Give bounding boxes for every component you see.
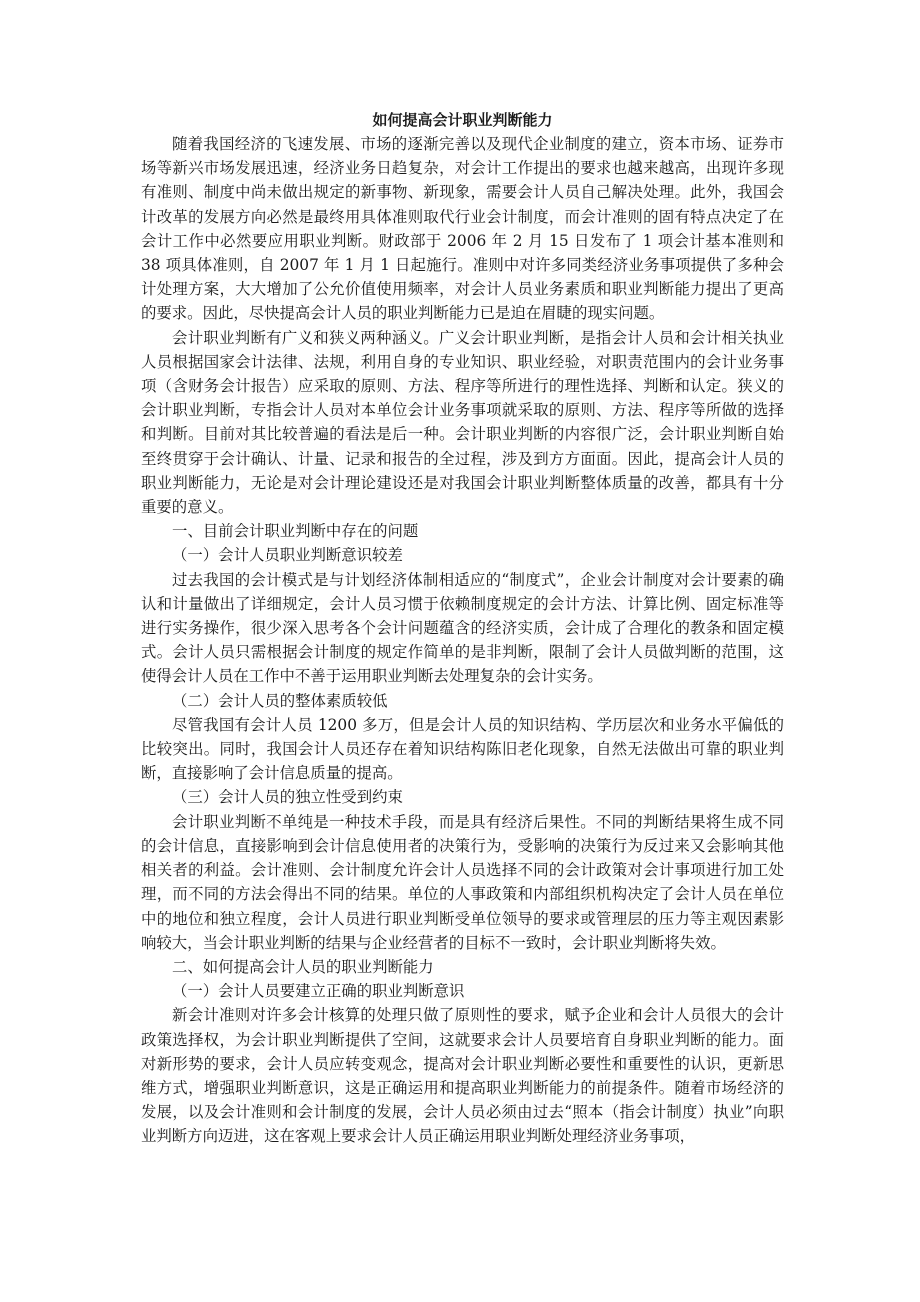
paragraph-definition: 会计职业判断有广义和狭义两种涵义。广义会计职业判断，是指会计人员和会计相关执业人员根据国家会计法律、法规，利用自身的专业知识、职业经验，对职责范围内的会计业务事项（含财务会计报告）应采取的原则、方法、程序等所进行的理性选择、判断和认定。狭义的会计职业判断，专指会计人员对本单位会计业务事项就采取的原则、方法、程序等所做的选择和判断。目前对其比较普遍的看法是后一种。会计职业判断的内容很广泛，会计职业判断自始至终贯穿于会计确认、计量、记录和报告的全过程，涉及到方方面面。因此，提高会计人员的职业判断能力，无论是对会计理论建设还是对我国会计职业判断整体质量的改善，都具有十分重要的意义。 (141, 328, 784, 517)
section-heading-2: 二、如何提高会计人员的职业判断能力 (172, 957, 434, 976)
document-title: 如何提高会计职业判断能力 (372, 111, 553, 129)
paragraph-2-1: 新会计准则对许多会计核算的处理只做了原则性的要求，赋予企业和会计人员很大的会计政策选择权，为会计职业判断提供了空间，这就要求会计人员要培育自身职业判断的能力。面对新形势的要求，会计人员应转变观念，提高对会计职业判断必要性和重要性的认识，更新思维方式，增强职业判断意识，这是正确运用和提高职业判断能力的前提条件。随着市场经济的发展，以及会计准则和会计制度的发展，会计人员必须由过去“照本（指会计制度）执业”向职业判断方向迈进，这在客观上要求会计人员正确运用职业判断处理经济业务事项， (141, 1006, 784, 1146)
paragraph-1-1: 过去我国的会计模式是与计划经济体制相适应的“制度式”，企业会计制度对会计要素的确认和计量做出了详细规定，会计人员习惯于依赖制度规定的会计方法、计算比例、固定标准等进行实务操作，很少深入思考各个会计问题蕴含的经济实质，会计成了合理化的教条和固定模式。会计人员只需根据会计制度的规定作简单的是非判断，限制了会计人员做判断的范围，这使得会计人员在工作中不善于运用职业判断去处理复杂的会计实务。 (141, 570, 784, 686)
subsection-heading-1-1: （一）会计人员职业判断意识较差 (172, 546, 403, 565)
paragraph-1-2: 尽管我国有会计人员 1200 多万，但是会计人员的知识结构、学历层次和业务水平偏低的比较突出。同时，我国会计人员还存在着知识结构陈旧老化现象，自然无法做出可靠的职业判断，直接影响了会计信息质量的提高。 (141, 715, 784, 783)
paragraph-intro: 随着我国经济的飞速发展、市场的逐渐完善以及现代企业制度的建立，资本市场、证券市场等新兴市场发展迅速，经济业务日趋复杂，对会计工作提出的要求也越来越高，出现许多现有准则、制度中尚未做出规定的新事物、新现象，需要会计人员自己解决处理。此外，我国会计改革的发展方向必然是最终用具体准则取代行业会计制度，而会计准则的固有特点决定了在会计工作中必然要应用职业判断。财政部于 2006 年 2 月 15 日发布了 1 项会计基本准则和 38 项具体准则，自 2007 年 1 月 1 日起施行。准则中对许多同类经济业务事项提供了多种会计处理方案，大大增加了公允价值使用频率，对会计人员业务素质和职业判断能力提出了更高的要求。因此，尽快提高会计人员的职业判断能力已是迫在眉睫的现实问题。 (141, 135, 784, 323)
document-body (141, 108, 784, 1149)
section-heading-1: 一、目前会计职业判断中存在的问题 (172, 522, 419, 541)
subsection-heading-2-1: （一）会计人员要建立正确的职业判断意识 (172, 982, 465, 1001)
subsection-heading-1-2: （二）会计人员的整体素质较低 (172, 691, 388, 710)
subsection-heading-1-3: （三）会计人员的独立性受到约束 (172, 788, 403, 807)
paragraph-1-3: 会计职业判断不单纯是一种技术手段，而是具有经济后果性。不同的判断结果将生成不同的会计信息，直接影响到会计信息使用者的决策行为，受影响的决策行为反过来又会影响其他相关者的利益。会计准则、会计制度允许会计人员选择不同的会计政策对会计事项进行加工处理，而不同的方法会得出不同的结果。单位的人事政策和内部组织机构决定了会计人员在单位中的地位和独立程度，会计人员进行职业判断受单位领导的要求或管理层的压力等主观因素影响较大，当会计职业判断的结果与企业经营者的目标不一致时，会计职业判断将失效。 (141, 812, 784, 952)
